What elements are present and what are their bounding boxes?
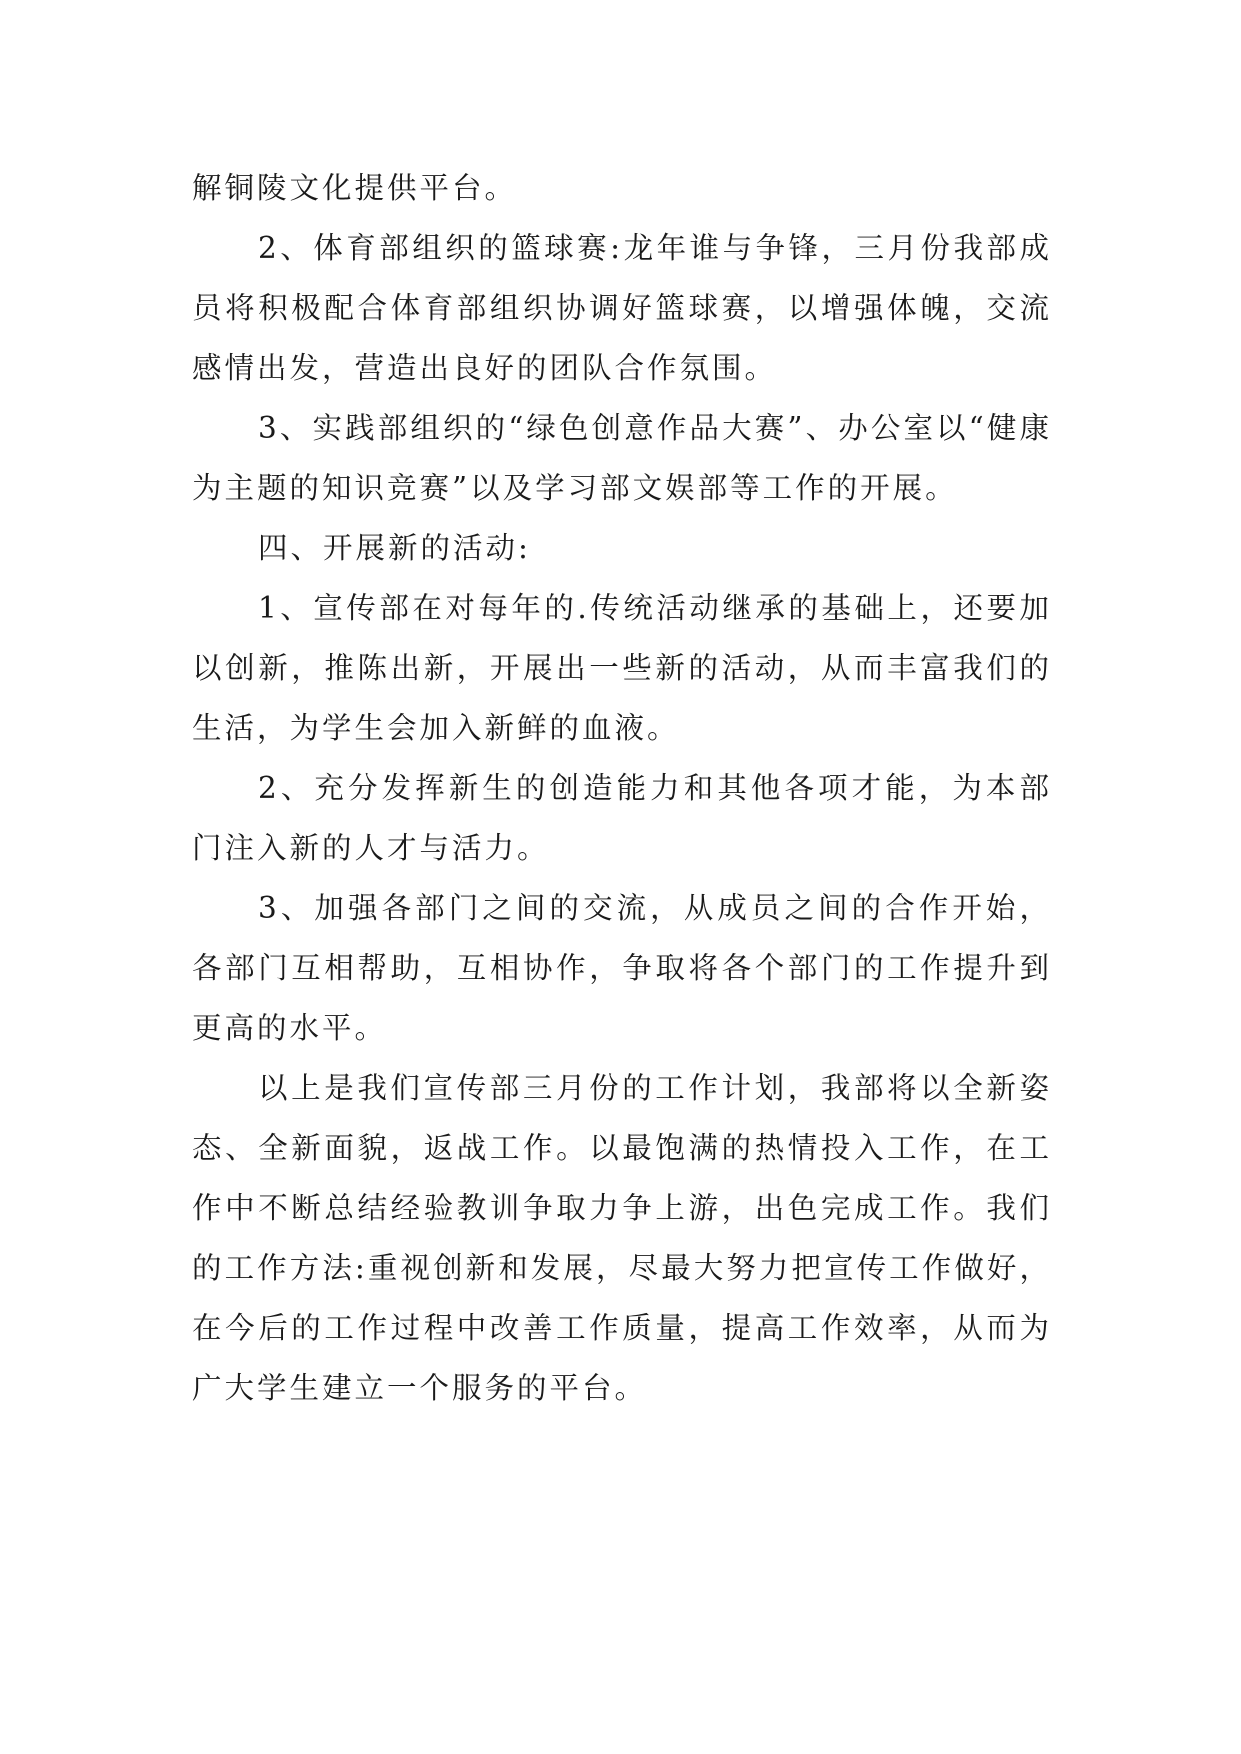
paragraph-new-members: 2、充分发挥新生的创造能力和其他各项才能，为本部门注入新的人才与活力。: [192, 771, 1052, 865]
paragraph-innovation: 1、宣传部在对每年的.传统活动继承的基础上，还要加以创新，推陈出新，开展出一些新的活动，从而丰富我们的生活，为学生会加入新鲜的血液。: [192, 591, 1052, 745]
document-body: [192, 158, 1052, 1418]
paragraph-summary: 以上是我们宣传部三月份的工作计划，我部将以全新姿态、全新面貌，返战工作。以最饱满的热情投入工作，在工作中不断总结经验教训争取力争上游，出色完成工作。我们的工作方法:重视创新和发展，尽最大努力把宣传工作做好，在今后的工作过程中改善工作质量，提高工作效率，从而为广大学生建立一个服务的平台。: [192, 1071, 1052, 1405]
section-heading-new-activities: 四、开展新的活动:: [258, 531, 531, 565]
paragraph-competitions: 3、实践部组织的“绿色创意作品大赛”、办公室以“健康为主题的知识竞赛”以及学习部文娱部等工作的开展。: [192, 411, 1052, 505]
paragraph-continuation: 解铜陵文化提供平台。: [192, 171, 518, 205]
paragraph-cooperation: 3、加强各部门之间的交流，从成员之间的合作开始，各部门互相帮助，互相协作，争取将各个部门的工作提升到更高的水平。: [192, 891, 1052, 1045]
paragraph-basketball: 2、体育部组织的篮球赛:龙年谁与争锋，三月份我部成员将积极配合体育部组织协调好篮球赛，以增强体魄，交流感情出发，营造出良好的团队合作氛围。: [192, 231, 1052, 385]
